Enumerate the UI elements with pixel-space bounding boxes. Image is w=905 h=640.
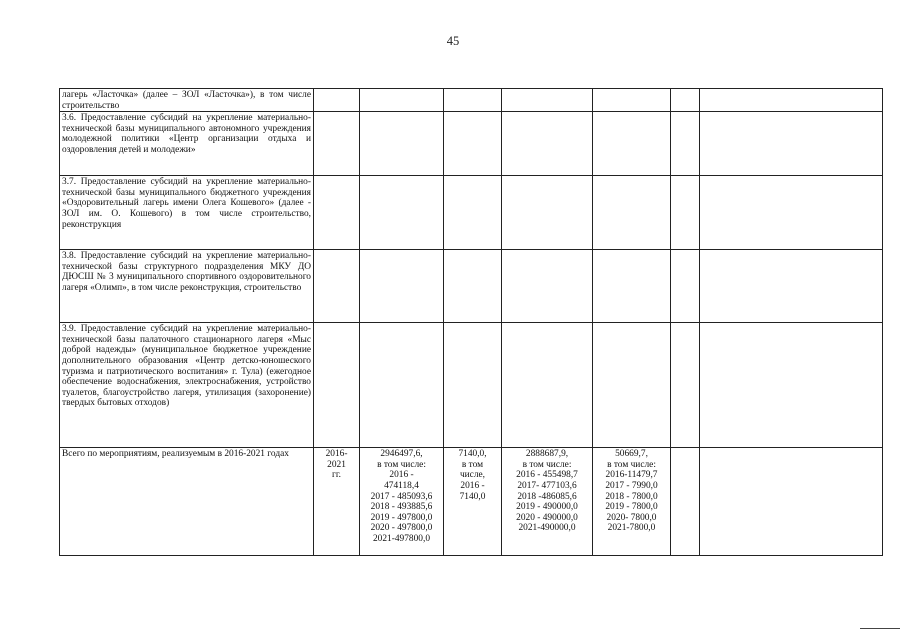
federal-cell [444, 89, 502, 112]
federal-amount-line: 2016 - [460, 480, 485, 491]
total-amount-line: 2019 - 497800,0 [370, 512, 433, 523]
table-row [60, 250, 883, 323]
measure-description: 3.6. Предоставление субсидий на укрепление материально-технической базы муниципального автономного учреждения молодежной политики «Центр организации отдыха и оздоровления детей и молодежи» [60, 112, 314, 176]
federal-amount-line: 7140,0, [458, 449, 487, 460]
municipal-amount-line: в том числе: [607, 459, 656, 470]
federal-amount-line: в том [461, 459, 484, 470]
regional-amount [502, 448, 593, 556]
total-amount-line: 2016 - [389, 470, 414, 481]
regional-cell [502, 112, 593, 176]
period-cell [314, 89, 360, 112]
regional-cell [502, 89, 593, 112]
municipal-amount-line: 50669,7, [615, 449, 648, 460]
federal-amount [444, 448, 502, 556]
federal-cell [444, 250, 502, 323]
total-amount [360, 448, 444, 556]
total-cell [360, 112, 444, 176]
total-period-line: 2016- [325, 449, 348, 460]
period-cell [314, 323, 360, 448]
measures-table [59, 88, 883, 556]
total-amount-line: 2018 - 493885,6 [370, 502, 433, 513]
total-amount-line: 2946497,6, [380, 449, 423, 460]
municipal-cell [593, 323, 671, 448]
notes-cell [700, 89, 883, 112]
regional-amount-line: 2888687,9, [525, 449, 569, 460]
total-cell [360, 323, 444, 448]
measure-description: 3.8. Предоставление субсидий на укрепление материально-технической базы структурного подразделения МКУ ДО ДЮСШ № 3 муниципального спортивного оздоровительного лагеря «Олимп», в том числе реконструкция, строительство [60, 250, 314, 323]
total-row [60, 448, 883, 556]
total-amount-line: 2020 - 497800,0 [370, 523, 433, 534]
total-amount-line: в том числе: [377, 459, 426, 470]
period-cell [314, 112, 360, 176]
table-row [60, 112, 883, 176]
municipal-amount-line: 2018 - 7800,0 [605, 491, 658, 502]
regional-amount-line: 2016 - 455498,7 [516, 470, 578, 481]
notes-cell [700, 323, 883, 448]
extra-cell [671, 448, 700, 556]
total-amount-line: 2017 - 485093,6 [370, 491, 433, 502]
municipal-cell [593, 250, 671, 323]
municipal-amount [593, 448, 671, 556]
municipal-amount-line: 2021-7800,0 [607, 523, 656, 534]
notes-cell [700, 448, 883, 556]
municipal-cell [593, 89, 671, 112]
total-period [314, 448, 360, 556]
regional-cell [502, 323, 593, 448]
municipal-amount-line: 2017 - 7990,0 [605, 480, 658, 491]
federal-amount-line: 7140,0 [459, 491, 486, 502]
period-cell [314, 176, 360, 250]
municipal-cell [593, 176, 671, 250]
page-number: 45 [446, 34, 460, 48]
period-cell [314, 250, 360, 323]
notes-cell [700, 112, 883, 176]
federal-cell [444, 112, 502, 176]
municipal-amount-line: 2016-11479,7 [605, 470, 658, 481]
notes-cell [700, 250, 883, 323]
regional-amount-line: 2017- 477103,6 [517, 480, 577, 491]
total-cell [360, 250, 444, 323]
regional-amount-line: 2018 -486085,6 [517, 491, 577, 502]
measure-description: 3.9. Предоставление субсидий на укрепление материально-технической базы палаточного стационарного лагеря «Мыс доброй надежды» (муниципальное бюджетное учреждение дополнительного образования «Центр детско-юношеского туризма и патриотического воспитания» г. Тула) (ежегодное обеспечение водоснабжения, электроснабжения, устройство туалетов, благоустройство лагеря, утилизация (захоронение) твердых бытовых отходов) [60, 323, 314, 448]
table-row [60, 89, 883, 112]
extra-cell [671, 323, 700, 448]
table-row [60, 176, 883, 250]
extra-cell [671, 112, 700, 176]
regional-amount-line: 2020 - 490000,0 [516, 512, 578, 523]
municipal-amount-line: 2020- 7800,0 [606, 512, 657, 523]
extra-cell [671, 176, 700, 250]
federal-amount-line: числе, [459, 470, 486, 481]
regional-cell [502, 250, 593, 323]
total-amount-line: 474118,4 [384, 480, 419, 491]
total-amount-line: 2021-497800,0 [372, 533, 431, 544]
table-row [60, 323, 883, 448]
extra-cell [671, 250, 700, 323]
total-period-line: гг. [332, 470, 341, 481]
federal-cell [444, 176, 502, 250]
federal-cell [444, 323, 502, 448]
measure-description: 3.7. Предоставление субсидий на укрепление материально-технической базы муниципального бюджетного учреждения «Оздоровительный лагерь имени Олега Кошевого» (далее - ЗОЛ им. О. Кошевого) в том числе строительство, реконструкция [60, 176, 314, 250]
scan-edge-mark [860, 628, 900, 629]
notes-cell [700, 176, 883, 250]
extra-cell [671, 89, 700, 112]
measure-description: лагерь «Ласточка» (далее – ЗОЛ «Ласточка»), в том числе строительство [60, 89, 314, 112]
regional-amount-line: 2019 - 490000,0 [516, 502, 578, 513]
municipal-amount-line: 2019 - 7800,0 [605, 502, 658, 513]
total-label: Всего по мероприятиям, реализуемым в 2016-2021 годах [60, 448, 314, 556]
total-cell [360, 89, 444, 112]
regional-amount-line: в том числе: [522, 459, 572, 470]
total-period-line: 2021 [327, 459, 346, 470]
regional-amount-line: 2021-490000,0 [518, 523, 576, 534]
regional-cell [502, 176, 593, 250]
municipal-cell [593, 112, 671, 176]
total-cell [360, 176, 444, 250]
